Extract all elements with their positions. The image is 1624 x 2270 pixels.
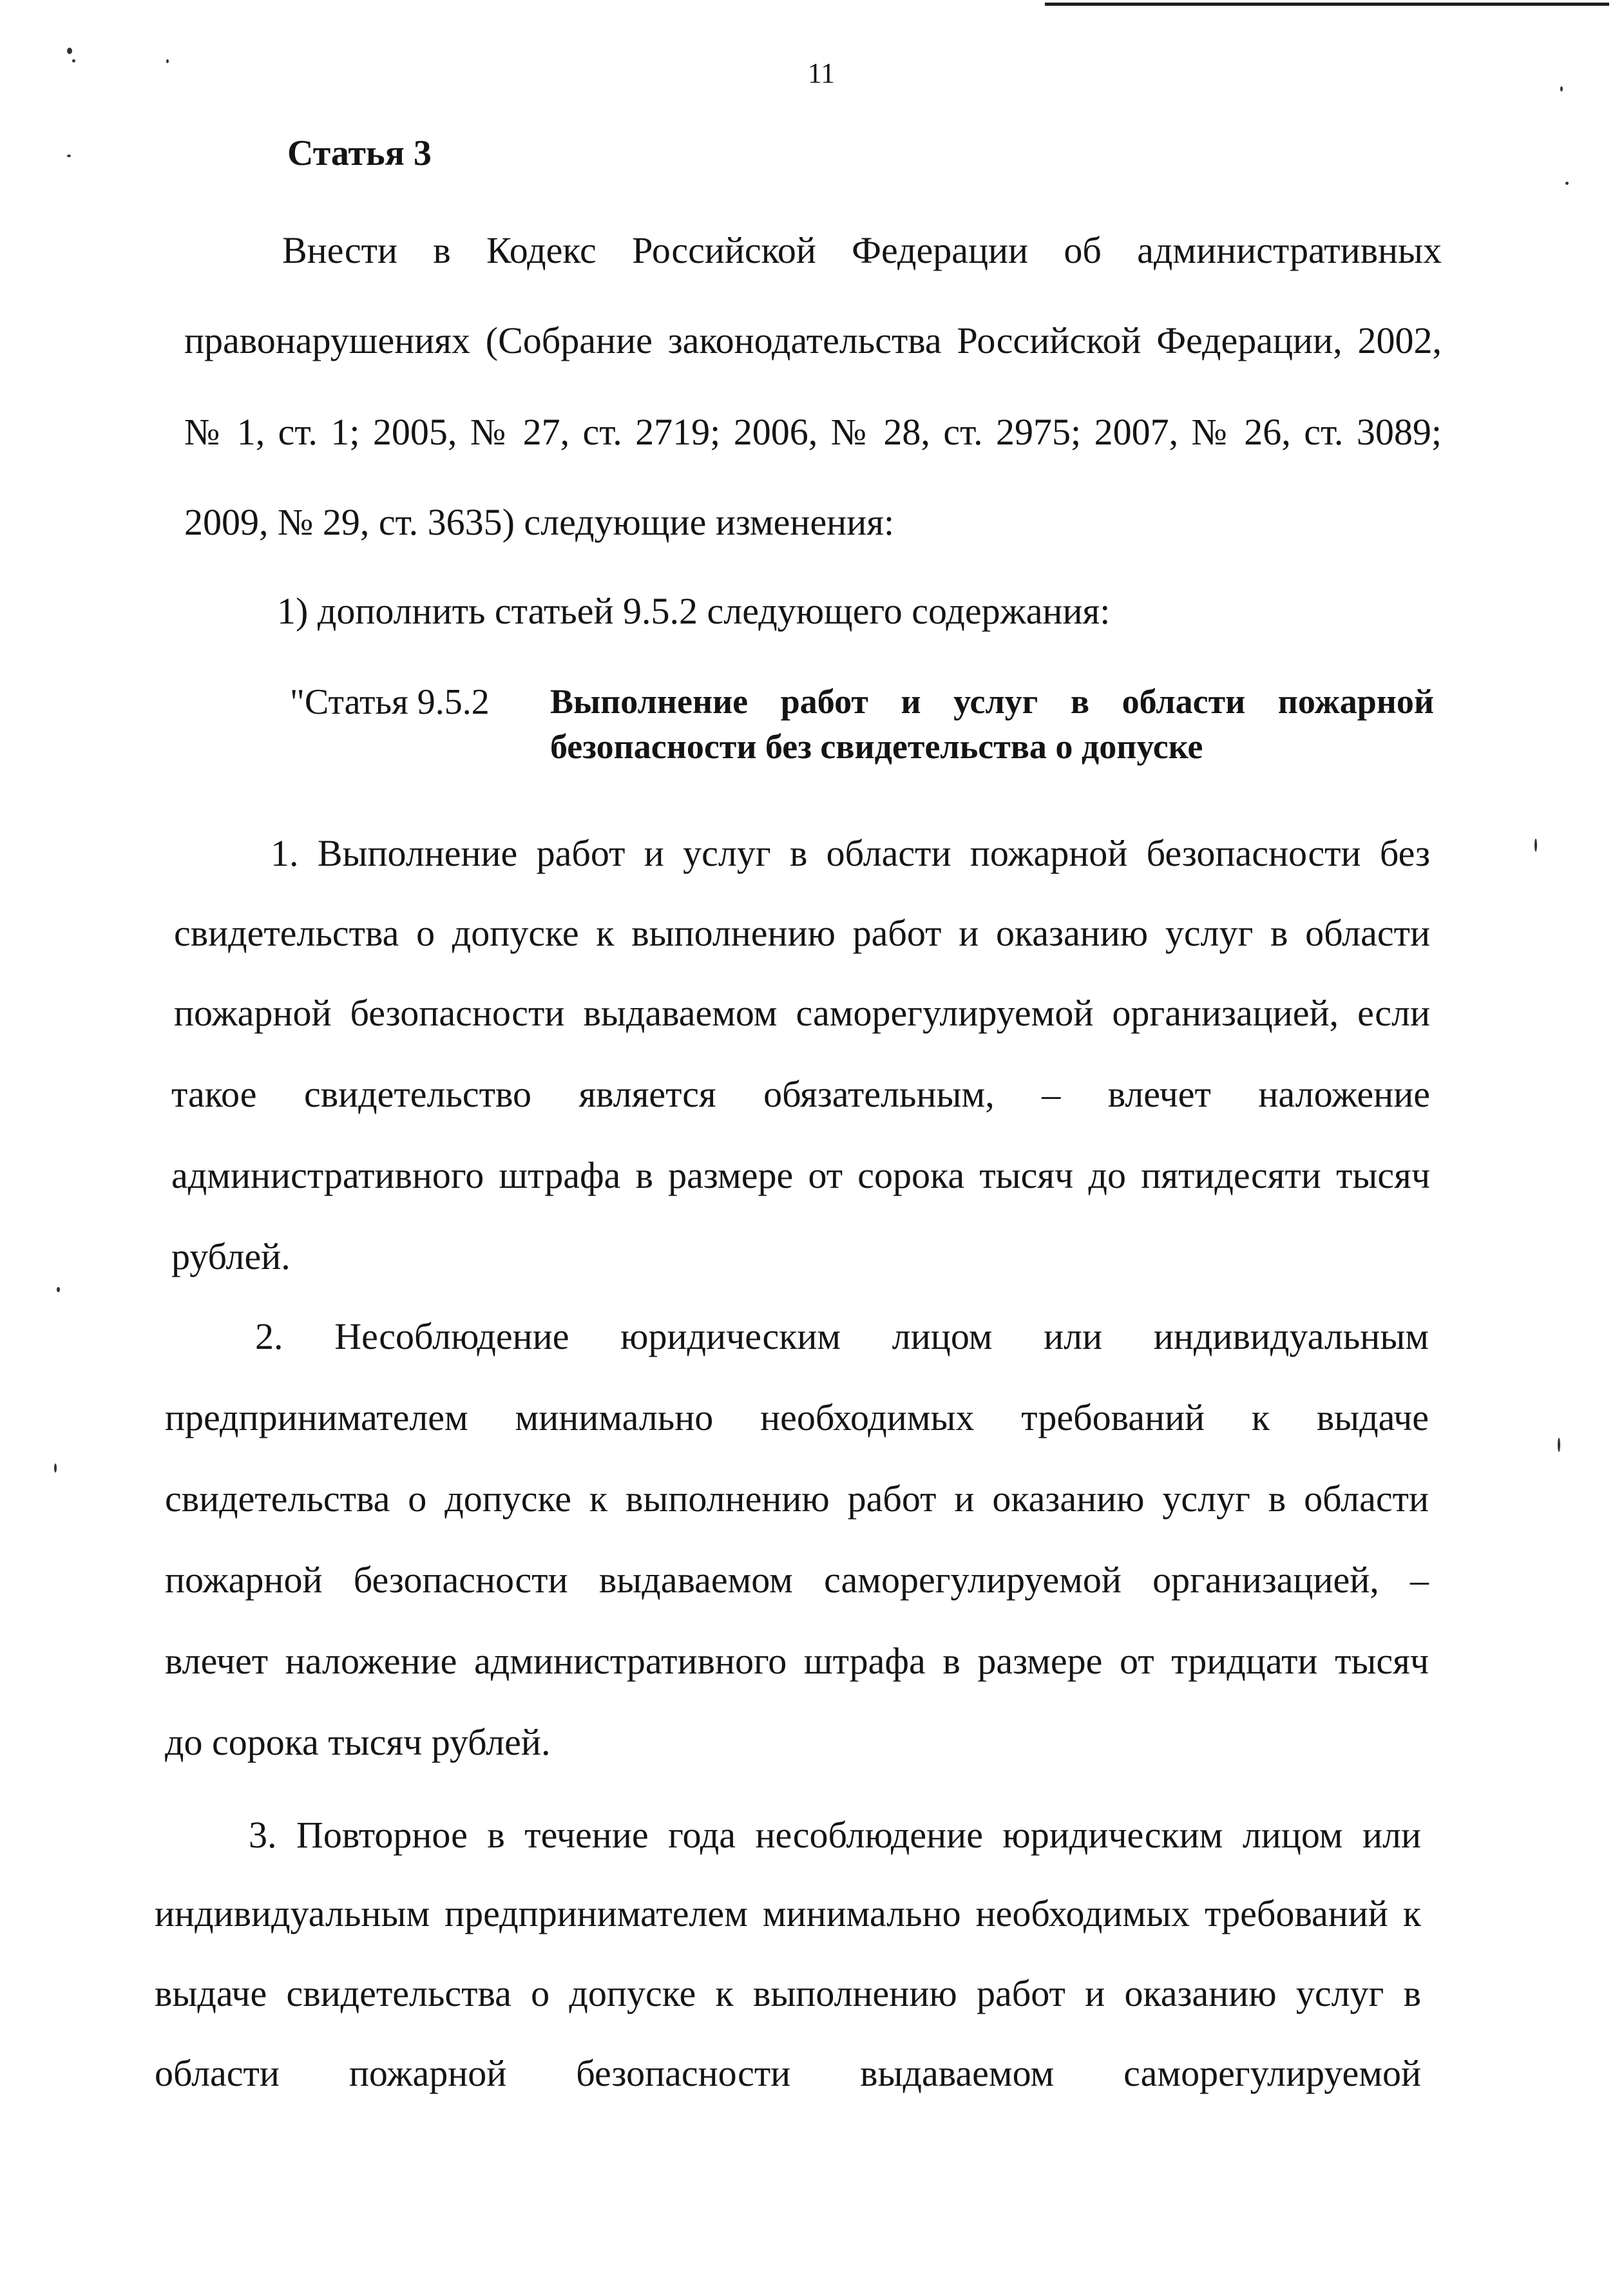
part-2-line: до сорока тысяч рублей. — [165, 1721, 551, 1763]
part-2-line: свидетельства о допуске к выполнению работ и оказанию услуг в области — [165, 1478, 1429, 1520]
part-2-line: пожарной безопасности выдаваемом саморегулируемой организацией, – — [165, 1559, 1429, 1601]
scan-speck — [166, 59, 169, 63]
part-1-line: пожарной безопасности выдаваемом саморегулируемой организацией, если — [174, 992, 1430, 1034]
part-3-line: 3. Повторное в течение года несоблюдение юридическим лицом или — [249, 1814, 1421, 1856]
scan-speck — [57, 1287, 60, 1292]
part-3-line: области пожарной безопасности выдаваемом саморегулируемой — [155, 2052, 1421, 2094]
scan-speck — [1558, 1438, 1560, 1452]
scan-edge-line — [1045, 3, 1609, 6]
part-1-line: рублей. — [171, 1235, 291, 1277]
new-article-title-line: безопасности без свидетельства о допуске — [550, 727, 1203, 766]
scan-speck — [67, 48, 72, 54]
intro-line: Внести в Кодекс Российской Федерации об административных — [282, 229, 1442, 271]
scan-speck — [54, 1464, 57, 1473]
scan-speck — [67, 155, 71, 157]
intro-line: 2009, № 29, ст. 3635) следующие изменения: — [184, 501, 895, 543]
part-2-line: влечет наложение административного штрафа в размере от тридцати тысяч — [165, 1640, 1429, 1682]
page-number: 11 — [807, 57, 836, 89]
new-article-title-line: Выполнение работ и услуг в области пожарной — [550, 682, 1434, 721]
part-2-line: предпринимателем минимально необходимых требований к выдаче — [165, 1397, 1429, 1438]
scan-speck — [1565, 182, 1569, 185]
scan-speck — [1560, 86, 1563, 91]
part-1-line: свидетельства о допуске к выполнению работ и оказанию услуг в области — [174, 912, 1430, 954]
part-3-line: выдаче свидетельства о допуске к выполнению работ и оказанию услуг в — [155, 1972, 1421, 2014]
part-2-line: 2. Несоблюдение юридическим лицом или индивидуальным — [255, 1315, 1429, 1357]
intro-line: № 1, ст. 1; 2005, № 27, ст. 2719; 2006, № 28, ст. 2975; 2007, № 26, ст. 3089; — [184, 411, 1442, 453]
item-1: 1) дополнить статьей 9.5.2 следующего содержания: — [277, 590, 1111, 632]
part-1-line: административного штрафа в размере от сорока тысяч до пятидесяти тысяч — [171, 1154, 1430, 1196]
part-1-line: 1. Выполнение работ и услуг в области пожарной безопасности без — [271, 832, 1430, 874]
scan-speck — [1534, 839, 1537, 852]
article-heading: Статья 3 — [287, 133, 432, 173]
intro-line: правонарушениях (Собрание законодательства Российской Федерации, 2002, — [184, 320, 1442, 361]
scan-speck — [72, 59, 75, 62]
part-1-line: такое свидетельство является обязательным, – влечет наложение — [171, 1073, 1430, 1115]
new-article-label: "Статья 9.5.2 — [290, 682, 490, 722]
part-3-line: индивидуальным предпринимателем минимально необходимых требований к — [155, 1893, 1421, 1934]
